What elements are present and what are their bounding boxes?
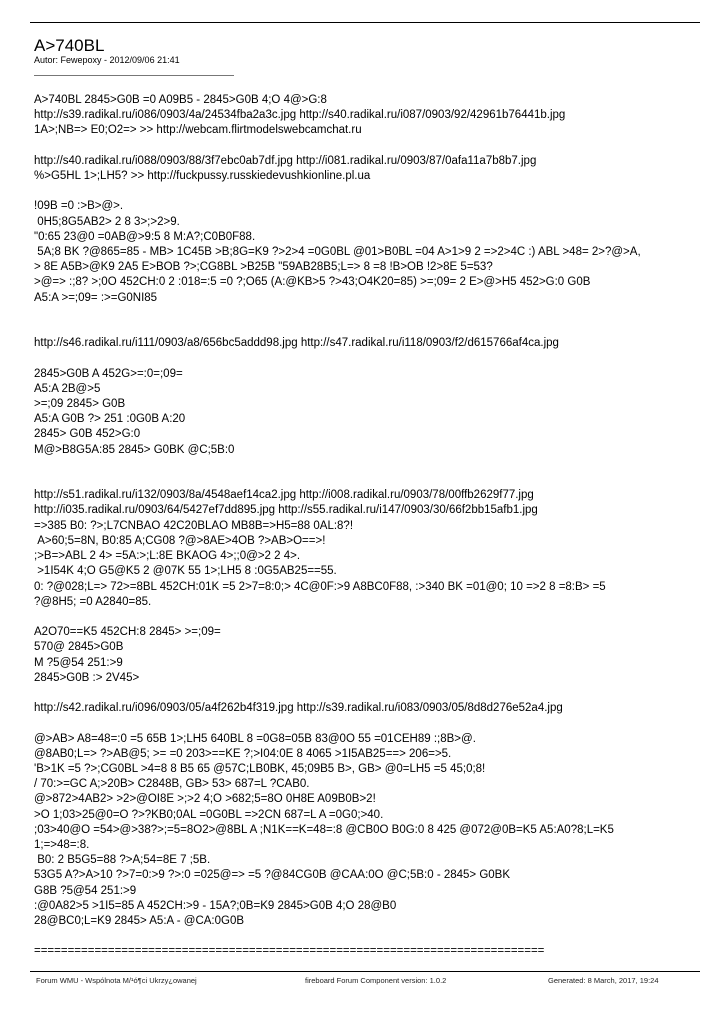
post-body: A>740BL 2845>G0B =0 A09B5 - 2845>G0B 4;O 4@>G:8 http://s39.radikal.ru/i086/0903/4a/24534fba2a3c.jpg http://s40.radikal.ru/i087/0903/92/42961b76441b.jpg 1A>;NB=> E0;O2=> >> http://webcam.flirtmodelswebcamchat.ru http://s40.radikal.ru/i088/0903/88/3f7ebc0ab7df.jpg http://i081.radikal.ru/0903/87/0afa11a7b8b7.jpg %>G5HL 1>;LH5? >> http://fuckpussy.russkiedevushkionline.pl.ua !09B =0 :>B>@>. 0H5;8G5AB2> 2 8 3>;>2>9. "0:65 23@0 =0AB@>9:5 8 M:A?;C0B0F88. 5A;8 BK ?@865=85 - MB> 1C45B >B;8G=K9 ?>2>4 =0G0BL @01>B0BL =04 A>1>9 2 =>2>4C :) ABL >48= 2>?@>A, > 8E A5B>@K9 2A5 E>BOB ?>;CG8BL >B25B "59AB28B5;L=> 8 =8 !B>OB !2>8E 5=53? >@=> :;8? >;0O 452CH:0 2 :018=:5 =0 ?;O65 (A:@KB>5 ?>43;O4K20=85) >=;09= 2 E>@>H5 452>G:0 G0B A5:A >=;09= :>=G0NI85 http://s46.radikal.ru/i111/0903/a8/656bc5addd98.jpg http://s47.radikal.ru/i118/0903/f2/d615766af4ca.jpg 2845>G0B A 452G>=:0=;09= A5:A 2B@>5 >=;09 2845> G0B A5:A G0B ?> 251 :0G0B A:20 2845> G0B 452>G:0 M@>B8G5A:85 2845> G0BK @C;5B:0 http://s51.radikal.ru/i132/0903/8a/4548aef14ca2.jpg http://i008.radikal.ru/0903/78/00ffb2629f77.jpg http://i035.radikal.ru/0903/64/5427ef7dd895.jpg http://s55.radikal.ru/i147/0903/30/66f2bb15afb1.jpg =>385 B0: ?>;L7CNBAO 42C20BLAO MB8B=>H5=88 0AL:8?! A>60;5=8N, B0:85 A;CG08 ?@>8AE>4OB ?>AB>O==>! ;>B=>ABL 2 4> =5A:>;L:8E BKAOG 4>;;0@>2 2 4>. >1I54K 4;O G5@K5 2 @07K 55 1>;LH5 8 :0G5AB25==55. 0: ?@028;L=> 72>=8BL 452CH:01K =5 2>7=8:0;> 4C@0F:>9 A8BC0F88, :>340 BK =01@0; 10 =>2 8 =8:B> =5 ?@8H5; =0 A2840=85. A2O70==K5 452CH:8 2845> >=;09= 570@ 2845>G0B M ?5@54 251:>9 2845>G0B :> 2V45> http://s42.radikal.ru/i096/0903/05/a4f262b4f319.jpg http://s39.radikal.ru/i083/0903/05/8d8d276e52a4.jpg @>AB> A8=48=:0 =5 65B 1>;LH5 640BL 8 =0G8=05B 83@0O 55 =01CEH89 :;8B>@. @8AB0;L=> ?>AB@5; >= =0 203>==KE ?;>I04:0E 8 4065 >1I5AB25==> 206=>5. 'B>1K =5 ?>;CG0BL >4=8 8 B5 65 @57C;LB0BK, 45;09B5 B>, GB> @0=LH5 =5 45;0;8! / 70:>=GC A;>20B> C2848B, GB> 53> 687=L ?CAB0. @>872>4AB2> >2>@OI8E >;>2 4;O >682;5=8O 0H8E A09B0B>2! >O 1;03>25@0=O ?>?KB0;0AL =0G0BL =>2CN 687=L A =0G0;>40. ;03>40@O =54>@>38?>;=5=8O2>@8BL A ;N1K==K=48=:8 @CB0O B0G:0 8 425 @072@0B=K5 A5:A0?8;L=K5 1;=>48=:8. B0: 2 B5G5=88 ?>A;54=8E 7 ;5B. 53G5 A?>A>10 ?>7=0:>9 ?>:0 =025@=> =5 ?@84CG0B @CAA:0O @C;5B:0 - 2845> G0BK G8B ?5@54 251:>9 :@0A82>5 >1I5=85 A 452CH:>9 - 15A?;0B=K9 2845>G0B 4;O 28@B0 28@BC0;L=K9 2845> A5:A - @CA:0G0B ============================================================================: [34, 94, 641, 958]
title-underline: [34, 75, 234, 76]
post-meta: Autor: Fewepoxy - 2012/09/06 21:41: [34, 55, 180, 65]
post-title: A>740BL: [34, 36, 105, 55]
top-divider: [30, 22, 700, 23]
footer-generated-date: Generated: 8 March, 2017, 19:24: [548, 976, 659, 985]
footer-component-version: fireboard Forum Component version: 1.0.2: [305, 976, 447, 985]
footer-divider: [30, 971, 700, 972]
footer-forum-name: Forum WMU - Wspólnota M/¹ó¶ci Ukrzy¿owanej: [36, 976, 197, 985]
